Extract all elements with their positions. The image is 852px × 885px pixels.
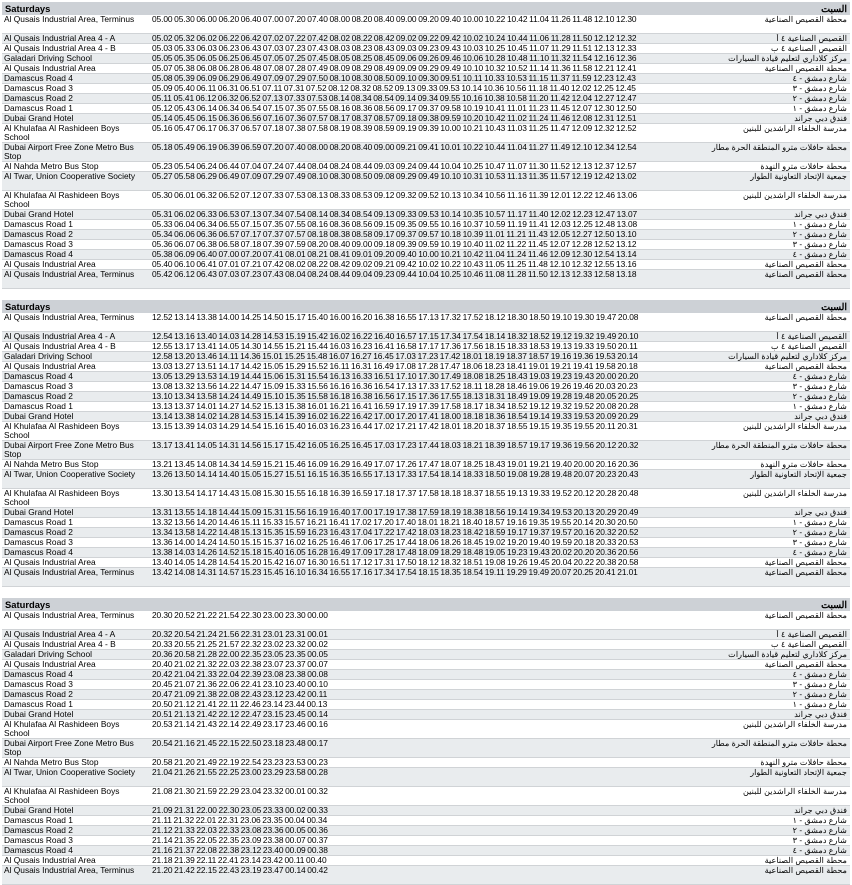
stop-row bbox=[2, 172, 850, 191]
stop-name-en: Al Qusais Industrial Area, Terminus bbox=[4, 866, 135, 875]
stop-row bbox=[2, 240, 850, 250]
stop-name-ar: مدرسة الخلفاء الراشدين للبنين bbox=[742, 489, 847, 498]
stop-name-en: Dubai Grand Hotel bbox=[4, 412, 74, 421]
stop-name-en: Dubai Grand Hotel bbox=[4, 710, 74, 719]
stop-name-ar: محطة القصيص الصناعية bbox=[764, 313, 847, 322]
stop-row bbox=[2, 382, 850, 392]
stop-times: 05.30 06.01 06.32 06.52 07.12 07.33 07.53 08.13 08.33 08.53 09.12 09.32 09.52 10.13 10.34 10.56 11.16 11.39 12.01 12.22 12.46 13.06 bbox=[152, 191, 638, 200]
stop-row bbox=[2, 34, 850, 44]
stop-row bbox=[2, 250, 850, 260]
stop-row bbox=[2, 124, 850, 143]
stop-row bbox=[2, 270, 850, 289]
stop-times: 20.40 21.02 21.32 22.03 22.38 23.07 23.37 00.07 bbox=[152, 660, 328, 669]
section-header bbox=[2, 598, 850, 611]
timetable-section bbox=[0, 300, 852, 587]
stop-name-ar: شارع دمشق - ١ bbox=[792, 220, 847, 229]
stop-name-ar: مركز كلاداري لتعليم قيادة السيارات bbox=[728, 54, 847, 63]
stop-name-ar: شارع دمشق - ٢ bbox=[792, 392, 847, 401]
stop-row bbox=[2, 260, 850, 270]
stop-times: 20.32 20.54 21.24 21.56 22.31 23.01 23.31 00.01 bbox=[152, 630, 328, 639]
stop-name-ar: محطة حافلات مترو المنطقة الحرة مطار bbox=[711, 143, 847, 152]
stop-row bbox=[2, 94, 850, 104]
stop-name-ar: شارع دمشق - ١ bbox=[792, 816, 847, 825]
stop-name-ar: شارع دمشق - ١ bbox=[792, 402, 847, 411]
stop-row bbox=[2, 230, 850, 240]
stop-name-en: Al Qusais Industrial Area bbox=[4, 558, 96, 567]
stop-times: 13.42 14.08 14.31 14.57 15.23 15.45 16.10 16.34 16.55 17.16 17.34 17.54 18.15 18.35 18.54 19.11 19.29 19.49 20.07 20.25 20.41 21.01 bbox=[152, 568, 638, 577]
stop-name-en: Damascus Road 4 bbox=[4, 372, 73, 381]
stop-name-ar: محطة القصيص الصناعية bbox=[764, 558, 847, 567]
stop-name-en: Al Khulafaa Al Rashideen Boys School bbox=[4, 191, 120, 209]
stop-times: 12.52 13.14 13.38 14.00 14.25 14.50 15.17 15.40 16.00 16.20 16.38 16.55 17.13 17.32 17.52 18.12 18.30 18.50 19.10 19.30 19.47 20.08 bbox=[152, 313, 639, 322]
stop-row bbox=[2, 162, 850, 172]
stop-row bbox=[2, 826, 850, 836]
stop-name-en: Al Qusais Industrial Area 4 - A bbox=[4, 630, 116, 639]
stop-name-en: Dubai Grand Hotel bbox=[4, 508, 74, 517]
stop-name-ar: القصيص الصناعية ٤ ب bbox=[770, 640, 847, 649]
stop-row bbox=[2, 210, 850, 220]
stop-times: 05.38 06.09 06.40 07.00 07.20 07.41 08.01 08.21 08.41 09.01 09.20 09.40 10.00 10.21 10.42 11.04 11.24 11.46 12.09 12.30 12.54 13.14 bbox=[152, 250, 637, 259]
stop-row bbox=[2, 836, 850, 846]
stop-name-ar: مركز كلاداري لتعليم قيادة السيارات bbox=[728, 650, 847, 659]
stop-name-ar: شارع دمشق - ٢ bbox=[792, 528, 847, 537]
stop-row bbox=[2, 806, 850, 816]
stop-row bbox=[2, 640, 850, 650]
stop-name-en: Al Qusais Industrial Area bbox=[4, 260, 96, 269]
stop-name-en: Damascus Road 1 bbox=[4, 518, 73, 527]
stop-times: 13.30 13.54 14.17 14.43 15.08 15.30 15.55 16.18 16.39 16.59 17.18 17.37 17.58 18.18 18.37 18.55 19.13 19.33 19.52 20.12 20.28 20.48 bbox=[152, 489, 639, 498]
stop-row bbox=[2, 538, 850, 548]
stop-row bbox=[2, 114, 850, 124]
stop-times: 12.58 13.20 13.46 14.11 14.36 15.01 15.25 15.48 16.07 16.27 16.45 17.03 17.23 17.42 18.01 18.19 18.37 18.57 19.16 19.36 19.53 20.14 bbox=[152, 352, 638, 361]
stop-times: 05.09 05.40 06.11 06.31 06.51 07.11 07.31 07.52 08.12 08.32 08.52 09.13 09.33 09.53 10.14 10.36 10.56 11.18 11.40 12.02 12.25 12.45 bbox=[152, 84, 636, 93]
stop-row bbox=[2, 846, 850, 856]
stop-name-ar: شارع دمشق - ٣ bbox=[792, 680, 847, 689]
stop-name-en: Al Nahda Metro Bus Stop bbox=[4, 460, 99, 469]
stop-name-en: Damascus Road 2 bbox=[4, 392, 73, 401]
stop-name-ar: جمعية الإتحاد التعاونية الطوار bbox=[750, 470, 847, 479]
stop-times: 12.55 13.17 13.41 14.05 14.30 14.55 15.21 15.44 16.03 16.23 16.41 16.58 17.17 17.36 17.56 18.15 18.33 18.53 19.13 19.33 19.50 20.11 bbox=[152, 342, 638, 351]
stop-name-en: Al Qusais Industrial Area, Terminus bbox=[4, 270, 135, 279]
stop-name-ar: فندق دبي جراند bbox=[794, 412, 847, 421]
stop-name-en: Al Qusais Industrial Area bbox=[4, 362, 96, 371]
stop-times: 21.14 21.35 22.05 22.35 23.09 23.38 00.07 00.37 bbox=[152, 836, 328, 845]
stop-name-en: Al Qusais Industrial Area, Terminus bbox=[4, 313, 135, 322]
stop-times: 05.23 05.54 06.24 06.44 07.04 07.24 07.44 08.04 08.24 08.44 09.03 09.24 09.44 10.04 10.25 10.47 11.07 11.30 11.52 12.13 12.37 12.57 bbox=[152, 162, 637, 171]
stop-times: 20.33 20.55 21.25 21.57 22.32 23.02 23.32 00.02 bbox=[152, 640, 328, 649]
section-header bbox=[2, 300, 850, 313]
stop-times: 05.05 05.35 06.05 06.25 06.45 07.05 07.25 07.45 08.05 08.25 08.45 09.06 09.26 09.46 10.06 10.28 10.48 11.10 11.32 11.54 12.16 12.36 bbox=[152, 54, 637, 63]
stop-row bbox=[2, 816, 850, 826]
stop-row bbox=[2, 660, 850, 670]
timetable-section bbox=[0, 598, 852, 885]
stop-row bbox=[2, 470, 850, 489]
stop-times: 20.45 21.07 21.36 22.06 22.41 23.10 23.40 00.10 bbox=[152, 680, 328, 689]
stop-name-en: Damascus Road 2 bbox=[4, 94, 73, 103]
stop-times: 13.03 13.27 13.51 14.17 14.42 15.05 15.29 15.52 16.11 16.31 16.49 17.08 17.28 17.47 18.06 18.23 18.41 19.01 19.21 19.41 19.58 20.18 bbox=[152, 362, 638, 371]
stop-times: 13.13 13.37 14.01 14.27 14.52 15.13 15.38 16.01 16.21 16.41 16.59 17.19 17.39 17.58 18.17 18.34 18.52 19.12 19.32 19.52 20.08 20.28 bbox=[152, 402, 639, 411]
stop-times: 20.58 21.20 21.49 22.19 22.54 23.23 23.53 00.23 bbox=[152, 758, 328, 767]
stop-times: 05.27 05.58 06.29 06.49 07.09 07.29 07.49 08.10 08.30 08.50 09.08 09.29 09.49 10.10 10.31 10.53 11.13 11.35 11.57 12.19 12.42 13.02 bbox=[152, 172, 637, 181]
stop-name-en: Damascus Road 2 bbox=[4, 826, 73, 835]
stop-name-ar: شارع دمشق - ٤ bbox=[792, 548, 847, 557]
stop-times: 05.33 06.04 06.34 06.55 07.15 07.35 07.55 08.16 08.36 08.56 09.15 09.35 09.55 10.16 10.37 10.59 11.19 11.41 12.03 12.25 12.48 13.08 bbox=[152, 220, 638, 229]
stop-times: 13.05 13.29 13.53 14.19 14.44 15.06 15.31 15.54 16.13 16.33 16.51 17.10 17.30 17.49 18.08 18.25 18.43 19.03 19.23 19.43 20.00 20.20 bbox=[152, 372, 639, 381]
stop-name-en: Damascus Road 1 bbox=[4, 402, 73, 411]
stop-row bbox=[2, 739, 850, 758]
stop-times: 05.00 05.30 06.00 06.20 06.40 07.00 07.20 07.40 08.00 08.20 08.40 09.00 09.20 09.40 10.00 10.22 10.42 11.04 11.26 11.48 12.10 12.30 bbox=[152, 15, 637, 24]
stop-name-en: Al Qusais Industrial Area 4 - A bbox=[4, 332, 116, 341]
stop-times: 21.16 21.37 22.08 22.38 23.12 23.40 00.09 00.38 bbox=[152, 846, 328, 855]
stop-times: 21.12 21.33 22.03 22.33 23.08 23.36 00.05 00.36 bbox=[152, 826, 328, 835]
stop-name-ar: محطة القصيص الصناعية bbox=[764, 866, 847, 875]
stop-name-en: Al Qusais Industrial Area, Terminus bbox=[4, 568, 135, 577]
stop-times: 13.34 13.58 14.22 14.48 15.13 15.35 15.59 16.23 16.43 17.04 17.22 17.42 18.03 18.23 18.42 18.59 19.17 19.37 19.57 20.16 20.32 20.52 bbox=[152, 528, 639, 537]
stop-name-en: Al Khulafaa Al Rashideen Boys School bbox=[4, 422, 120, 440]
stop-name-en: Galadari Driving School bbox=[4, 54, 92, 63]
stop-name-ar: شارع دمشق - ٣ bbox=[792, 240, 847, 249]
stop-name-ar: شارع دمشق - ٢ bbox=[792, 826, 847, 835]
stop-times: 05.42 06.12 06.43 07.03 07.23 07.43 08.04 08.24 08.44 09.04 09.23 09.44 10.04 10.25 10.46 11.08 11.28 11.50 12.13 12.33 12.58 13.18 bbox=[152, 270, 637, 279]
stop-name-en: Al Qusais Industrial Area, Terminus bbox=[4, 15, 135, 24]
stop-row bbox=[2, 758, 850, 768]
stop-name-en: Damascus Road 4 bbox=[4, 670, 73, 679]
stop-name-ar: شارع دمشق - ٣ bbox=[792, 84, 847, 93]
stop-name-ar: شارع دمشق - ١ bbox=[792, 104, 847, 113]
stop-name-ar: محطة القصيص الصناعية bbox=[764, 64, 847, 73]
stop-name-en: Dubai Grand Hotel bbox=[4, 114, 74, 123]
stop-row bbox=[2, 710, 850, 720]
stop-name-ar: فندق دبي جراند bbox=[794, 114, 847, 123]
stop-name-ar: مدرسة الخلفاء الراشدين للبنين bbox=[742, 422, 847, 431]
stop-row bbox=[2, 191, 850, 210]
stop-name-en: Damascus Road 2 bbox=[4, 230, 73, 239]
stop-name-ar: فندق دبي جراند bbox=[794, 806, 847, 815]
stop-row bbox=[2, 422, 850, 441]
stop-name-en: Dubai Grand Hotel bbox=[4, 806, 74, 815]
stop-times: 21.08 21.30 21.59 22.29 23.04 23.32 00.01 00.32 bbox=[152, 787, 328, 796]
stop-times: 05.03 05.33 06.03 06.23 06.43 07.03 07.23 07.43 08.03 08.23 08.43 09.03 09.23 09.43 10.03 10.25 10.45 11.07 11.29 11.51 12.13 12.33 bbox=[152, 44, 637, 53]
section-title-en: Saturdays bbox=[5, 3, 51, 14]
stop-name-en: Al Twar, Union Cooperative Society bbox=[4, 470, 136, 479]
section-title-ar: السبت bbox=[821, 599, 847, 610]
stop-row bbox=[2, 508, 850, 518]
stop-name-ar: محطة القصيص الصناعية bbox=[764, 856, 847, 865]
stop-name-en: Damascus Road 2 bbox=[4, 690, 73, 699]
stop-times: 13.38 14.03 14.26 14.52 15.18 15.40 16.05 16.28 16.49 17.09 17.28 17.48 18.09 18.29 18.48 19.05 19.23 19.43 20.02 20.20 20.36 20.56 bbox=[152, 548, 639, 557]
stop-name-en: Al Qusais Industrial Area 4 - A bbox=[4, 34, 116, 43]
stop-name-en: Damascus Road 4 bbox=[4, 846, 73, 855]
stop-name-en: Al Twar, Union Cooperative Society bbox=[4, 172, 136, 181]
stop-times: 13.31 13.55 14.18 14.44 15.09 15.31 15.56 16.19 16.40 17.00 17.19 17.38 17.59 18.19 18.38 18.56 19.14 19.34 19.53 20.13 20.29 20.49 bbox=[152, 508, 639, 517]
stop-row bbox=[2, 313, 850, 332]
stop-row bbox=[2, 528, 850, 538]
stop-row bbox=[2, 680, 850, 690]
stop-name-en: Al Qusais Industrial Area 4 - B bbox=[4, 44, 116, 53]
stop-name-en: Damascus Road 1 bbox=[4, 816, 73, 825]
stop-name-en: Damascus Road 2 bbox=[4, 528, 73, 537]
stop-row bbox=[2, 768, 850, 787]
stop-times: 13.14 13.38 14.02 14.28 14.53 15.14 15.39 16.02 16.22 16.42 17.00 17.20 17.41 18.00 18.18 18.36 18.54 19.14 19.33 19.53 20.09 20.29 bbox=[152, 412, 639, 421]
stop-times: 21.20 21.42 22.15 22.43 23.19 23.47 00.14 00.42 bbox=[152, 866, 328, 875]
stop-row bbox=[2, 460, 850, 470]
stop-name-en: Damascus Road 3 bbox=[4, 538, 73, 547]
stop-name-ar: شارع دمشق - ٢ bbox=[792, 94, 847, 103]
stop-row bbox=[2, 441, 850, 460]
stop-name-ar: محطة القصيص الصناعية bbox=[764, 568, 847, 577]
stop-row bbox=[2, 74, 850, 84]
stop-row bbox=[2, 44, 850, 54]
stop-row bbox=[2, 143, 850, 162]
stop-name-ar: مدرسة الخلفاء الراشدين للبنين bbox=[742, 124, 847, 133]
stop-name-ar: محطة القصيص الصناعية bbox=[764, 660, 847, 669]
stop-name-ar: شارع دمشق - ٢ bbox=[792, 230, 847, 239]
stop-name-en: Al Nahda Metro Bus Stop bbox=[4, 758, 99, 767]
stop-times: 05.36 06.07 06.38 06.58 07.18 07.39 07.59 08.20 08.40 09.00 09.18 09.39 09.59 10.19 10.40 11.02 11.22 11.45 12.07 12.28 12.52 13.12 bbox=[152, 240, 637, 249]
stop-name-en: Damascus Road 4 bbox=[4, 74, 73, 83]
stop-name-en: Damascus Road 1 bbox=[4, 220, 73, 229]
stop-name-ar: شارع دمشق - ٤ bbox=[792, 372, 847, 381]
stop-row bbox=[2, 220, 850, 230]
stop-name-ar: محطة حافلات مترو النهدة bbox=[760, 758, 847, 767]
stop-name-ar: شارع دمشق - ٤ bbox=[792, 74, 847, 83]
stop-row bbox=[2, 402, 850, 412]
stop-name-ar: القصيص الصناعية ٤ ب bbox=[770, 342, 847, 351]
stop-name-ar: شارع دمشق - ٤ bbox=[792, 250, 847, 259]
stop-name-ar: محطة حافلات مترو النهدة bbox=[760, 460, 847, 469]
stop-name-en: Al Qusais Industrial Area 4 - B bbox=[4, 640, 116, 649]
stop-times: 05.16 05.47 06.17 06.37 06.57 07.18 07.38 07.58 08.19 08.39 08.59 09.19 09.39 10.00 10.21 10.43 11.03 11.25 11.47 12.09 12.32 12.52 bbox=[152, 124, 637, 133]
stop-times: 13.40 14.05 14.28 14.54 15.20 15.42 16.07 16.30 16.51 17.12 17.31 17.50 18.12 18.32 18.51 19.08 19.26 19.45 20.04 20.22 20.38 20.58 bbox=[152, 558, 639, 567]
stop-times: 20.42 21.04 21.33 22.04 22.39 23.08 23.38 00.08 bbox=[152, 670, 328, 679]
stop-row bbox=[2, 700, 850, 710]
stop-row bbox=[2, 392, 850, 402]
stop-name-ar: القصيص الصناعية ٤ أ bbox=[776, 34, 847, 43]
stop-row bbox=[2, 372, 850, 382]
stop-times: 13.36 14.00 14.24 14.50 15.15 15.37 16.02 16.25 16.46 17.06 17.25 17.44 18.06 18.26 18.45 19.02 19.20 19.40 19.59 20.18 20.33 20.53 bbox=[152, 538, 639, 547]
stop-row bbox=[2, 412, 850, 422]
stop-times: 13.10 13.34 13.58 14.24 14.49 15.10 15.35 15.58 16.18 16.38 16.56 17.15 17.36 17.55 18.13 18.31 18.49 19.09 19.28 19.48 20.05 20.25 bbox=[152, 392, 639, 401]
timetable-section bbox=[0, 2, 852, 289]
stop-name-en: Damascus Road 4 bbox=[4, 548, 73, 557]
stop-name-ar: محطة القصيص الصناعية bbox=[764, 362, 847, 371]
stop-name-ar: القصيص الصناعية ٤ أ bbox=[776, 332, 847, 341]
stop-name-en: Al Khulafaa Al Rashideen Boys School bbox=[4, 489, 120, 507]
stop-name-ar: شارع دمشق - ٤ bbox=[792, 846, 847, 855]
stop-name-ar: فندق دبي جراند bbox=[794, 210, 847, 219]
stop-name-en: Al Qusais Industrial Area, Terminus bbox=[4, 611, 135, 620]
stop-row bbox=[2, 866, 850, 885]
stop-name-ar: مدرسة الخلفاء الراشدين للبنين bbox=[742, 720, 847, 729]
section-title-ar: السبت bbox=[821, 3, 847, 14]
stop-times: 13.21 13.45 14.08 14.34 14.59 15.21 15.46 16.09 16.29 16.49 17.07 17.26 17.47 18.07 18.25 18.43 19.01 19.21 19.40 20.00 20.16 20.36 bbox=[152, 460, 639, 469]
stop-row bbox=[2, 856, 850, 866]
stop-name-en: Damascus Road 3 bbox=[4, 240, 73, 249]
stop-times: 21.04 21.26 21.55 22.25 23.00 23.29 23.58 00.28 bbox=[152, 768, 328, 777]
stop-times: 20.53 21.14 21.43 22.14 22.49 23.17 23.46 00.16 bbox=[152, 720, 328, 729]
stop-name-en: Damascus Road 4 bbox=[4, 250, 73, 259]
stop-name-ar: فندق دبي جراند bbox=[794, 710, 847, 719]
stop-times: 20.50 21.12 21.41 22.11 22.46 23.14 23.44 00.13 bbox=[152, 700, 328, 709]
stop-times: 05.07 05.38 06.08 06.28 06.48 07.08 07.28 07.49 08.09 08.29 08.49 09.09 09.29 09.49 10.10 10.32 10.52 11.14 11.36 11.58 12.21 12.41 bbox=[152, 64, 637, 73]
stop-name-ar: جمعية الإتحاد التعاونية الطوار bbox=[750, 768, 847, 777]
stop-name-en: Damascus Road 3 bbox=[4, 84, 73, 93]
stop-row bbox=[2, 690, 850, 700]
stop-name-en: Al Nahda Metro Bus Stop bbox=[4, 162, 99, 171]
stop-row bbox=[2, 15, 850, 34]
stop-name-ar: القصيص الصناعية ٤ أ bbox=[776, 630, 847, 639]
section-title-ar: السبت bbox=[821, 301, 847, 312]
stop-row bbox=[2, 342, 850, 352]
stop-name-en: Dubai Airport Free Zone Metro Bus Stop bbox=[4, 739, 134, 757]
stop-times: 05.08 05.39 06.09 06.29 06.49 07.09 07.29 07.50 08.10 08.30 08.50 09.10 09.30 09.51 10.11 10.33 10.53 11.15 11.37 11.59 12.23 12.43 bbox=[152, 74, 636, 83]
stop-times: 12.54 13.16 13.40 14.03 14.28 14.53 15.19 15.42 16.02 16.22 16.40 16.57 17.15 17.34 17.54 18.14 18.32 18.52 19.12 19.32 19.49 20.10 bbox=[152, 332, 639, 341]
stop-times: 13.32 13.56 14.20 14.46 15.11 15.33 15.57 16.21 16.41 17.02 17.20 17.40 18.01 18.21 18.40 18.57 19.16 19.35 19.55 20.14 20.30 20.50 bbox=[152, 518, 638, 527]
stop-times: 05.02 05.32 06.02 06.22 06.42 07.02 07.22 07.42 08.02 08.22 08.42 09.02 09.22 09.42 10.02 10.24 10.44 11.06 11.28 11.50 12.12 12.32 bbox=[152, 34, 637, 43]
stop-row bbox=[2, 84, 850, 94]
stop-name-ar: شارع دمشق - ٢ bbox=[792, 690, 847, 699]
stop-name-ar: محطة القصيص الصناعية bbox=[764, 15, 847, 24]
stop-times: 05.11 05.41 06.12 06.32 06.52 07.13 07.33 07.53 08.14 08.34 08.54 09.14 09.34 09.55 10.16 10.38 10.58 11.20 11.42 12.04 12.27 12.47 bbox=[152, 94, 637, 103]
stop-name-en: Al Qusais Industrial Area bbox=[4, 660, 96, 669]
stop-name-ar: شارع دمشق - ٣ bbox=[792, 382, 847, 391]
stop-row bbox=[2, 54, 850, 64]
stop-name-en: Dubai Airport Free Zone Metro Bus Stop bbox=[4, 143, 134, 161]
stop-times: 21.18 21.39 22.11 22.41 23.14 23.42 00.11 00.40 bbox=[152, 856, 327, 865]
stop-name-ar: القصيص الصناعية ٤ ب bbox=[770, 44, 847, 53]
stop-name-en: Dubai Airport Free Zone Metro Bus Stop bbox=[4, 441, 134, 459]
stop-times: 05.12 05.43 06.14 06.34 06.54 07.15 07.35 07.55 08.16 08.36 08.56 09.17 09.37 09.58 10.19 10.41 11.01 11.23 11.45 12.07 12.30 12.50 bbox=[152, 104, 637, 113]
stop-row bbox=[2, 650, 850, 660]
stop-times: 20.51 21.13 21.42 22.12 22.47 23.15 23.45 00.14 bbox=[152, 710, 328, 719]
stop-name-en: Damascus Road 3 bbox=[4, 680, 73, 689]
stop-name-en: Al Khulafaa Al Rashideen Boys School bbox=[4, 124, 120, 142]
stop-row bbox=[2, 568, 850, 587]
section-title-en: Saturdays bbox=[5, 599, 51, 610]
stop-name-ar: محطة حافلات مترو المنطقة الحرة مطار bbox=[711, 441, 847, 450]
stop-name-ar: شارع دمشق - ٣ bbox=[792, 538, 847, 547]
stop-name-en: Galadari Driving School bbox=[4, 650, 92, 659]
stop-row bbox=[2, 489, 850, 508]
stop-times: 05.18 05.49 06.19 06.39 06.59 07.20 07.40 08.00 08.20 08.40 09.00 09.21 09.41 10.01 10.22 10.44 11.04 11.27 11.49 12.10 12.34 12.54 bbox=[152, 143, 637, 152]
stop-times: 20.36 20.58 21.28 22.00 22.35 23.05 23.35 00.05 bbox=[152, 650, 328, 659]
stop-name-ar: مدرسة الخلفاء الراشدين للبنين bbox=[742, 787, 847, 796]
stop-row bbox=[2, 548, 850, 558]
stop-name-en: Al Qusais Industrial Area bbox=[4, 856, 96, 865]
stop-name-ar: شارع دمشق - ١ bbox=[792, 700, 847, 709]
stop-name-en: Al Twar, Union Cooperative Society bbox=[4, 768, 136, 777]
section-title-en: Saturdays bbox=[5, 301, 51, 312]
stop-name-en: Damascus Road 3 bbox=[4, 836, 73, 845]
stop-name-en: Dubai Grand Hotel bbox=[4, 210, 74, 219]
stop-name-ar: مركز كلاداري لتعليم قيادة السيارات bbox=[728, 352, 847, 361]
stop-name-ar: شارع دمشق - ٤ bbox=[792, 670, 847, 679]
stop-times: 21.11 21.32 22.01 22.31 23.06 23.35 00.04 00.34 bbox=[152, 816, 328, 825]
stop-name-en: Al Khulafaa Al Rashideen Boys School bbox=[4, 720, 120, 738]
stop-name-ar: فندق دبي جراند bbox=[794, 508, 847, 517]
stop-row bbox=[2, 518, 850, 528]
stop-times: 13.26 13.50 14.14 14.40 15.05 15.27 15.51 16.15 16.35 16.55 17.13 17.33 17.54 18.14 18.33 18.50 19.08 19.28 19.48 20.07 20.23 20.43 bbox=[152, 470, 639, 479]
stop-row bbox=[2, 352, 850, 362]
stop-times: 20.47 21.09 21.38 22.08 22.43 23.12 23.42 00.11 bbox=[152, 690, 328, 699]
stop-name-ar: محطة القصيص الصناعية bbox=[764, 270, 847, 279]
stop-row bbox=[2, 362, 850, 372]
stop-name-en: Damascus Road 1 bbox=[4, 104, 73, 113]
stop-name-en: Al Qusais Industrial Area 4 - B bbox=[4, 342, 116, 351]
stop-row bbox=[2, 104, 850, 114]
stop-times: 13.08 13.32 13.56 14.22 14.47 15.09 15.33 15.56 16.16 16.36 16.54 17.13 17.33 17.52 18.11 18.28 18.46 19.06 19.26 19.46 20.03 20.23 bbox=[152, 382, 638, 391]
stop-row bbox=[2, 332, 850, 342]
stop-name-en: Al Khulafaa Al Rashideen Boys School bbox=[4, 787, 120, 805]
stop-row bbox=[2, 787, 850, 806]
stop-times: 13.15 13.39 14.03 14.29 14.54 15.16 15.40 16.03 16.23 16.44 17.02 17.21 17.42 18.01 18.20 18.37 18.55 19.15 19.35 19.55 20.11 20.31 bbox=[152, 422, 638, 431]
stop-name-en: Damascus Road 1 bbox=[4, 700, 73, 709]
stop-times: 20.30 20.52 21.22 21.54 22.30 23.00 23.30 00.00 bbox=[152, 611, 328, 620]
stop-times: 21.09 21.31 22.00 22.30 23.05 23.33 00.02 00.33 bbox=[152, 806, 328, 815]
stop-times: 05.31 06.02 06.33 06.53 07.13 07.34 07.54 08.14 08.34 08.54 09.13 09.33 09.53 10.14 10.35 10.57 11.17 11.40 12.02 12.23 12.47 13.07 bbox=[152, 210, 638, 219]
stop-name-en: Damascus Road 3 bbox=[4, 382, 73, 391]
stop-name-ar: جمعية الإتحاد التعاونية الطوار bbox=[750, 172, 847, 181]
stop-row bbox=[2, 720, 850, 739]
stop-name-ar: شارع دمشق - ١ bbox=[792, 518, 847, 527]
stop-times: 20.54 21.16 21.45 22.15 22.50 23.18 23.48 00.17 bbox=[152, 739, 328, 748]
stop-name-ar: محطة القصيص الصناعية bbox=[764, 611, 847, 620]
stop-name-ar: مدرسة الخلفاء الراشدين للبنين bbox=[742, 191, 847, 200]
stop-row bbox=[2, 670, 850, 680]
stop-name-en: Galadari Driving School bbox=[4, 352, 92, 361]
stop-row bbox=[2, 64, 850, 74]
stop-name-ar: محطة حافلات مترو النهدة bbox=[760, 162, 847, 171]
stop-times: 05.40 06.10 06.41 07.01 07.21 07.42 08.02 08.22 08.42 09.02 09.21 09.42 10.02 10.22 10.43 11.05 11.25 11.48 12.10 12.32 12.55 13.16 bbox=[152, 260, 637, 269]
stop-times: 13.17 13.41 14.05 14.31 14.56 15.17 15.42 16.05 16.25 16.45 17.03 17.23 17.44 18.03 18.21 18.39 18.57 19.17 19.36 19.56 20.12 20.32 bbox=[152, 441, 639, 450]
stop-name-ar: محطة القصيص الصناعية bbox=[764, 260, 847, 269]
section-header bbox=[2, 2, 850, 15]
stop-name-ar: محطة حافلات مترو المنطقة الحرة مطار bbox=[711, 739, 847, 748]
stop-name-en: Al Qusais Industrial Area bbox=[4, 64, 96, 73]
stop-name-ar: شارع دمشق - ٣ bbox=[792, 836, 847, 845]
stop-row bbox=[2, 558, 850, 568]
stop-row bbox=[2, 611, 850, 630]
stop-row bbox=[2, 630, 850, 640]
stop-times: 05.14 05.45 06.15 06.36 06.56 07.16 07.36 07.57 08.17 08.37 08.57 09.18 09.38 09.59 10.20 10.42 11.02 11.24 11.46 12.08 12.31 12.51 bbox=[152, 114, 637, 123]
stop-times: 05.34 06.06 06.36 06.57 07.17 07.37 07.57 08.18 08.38 08.58 09.17 09.37 09.57 10.18 10.39 11.01 11.21 11.43 12.05 12.27 12.50 13.10 bbox=[152, 230, 637, 239]
